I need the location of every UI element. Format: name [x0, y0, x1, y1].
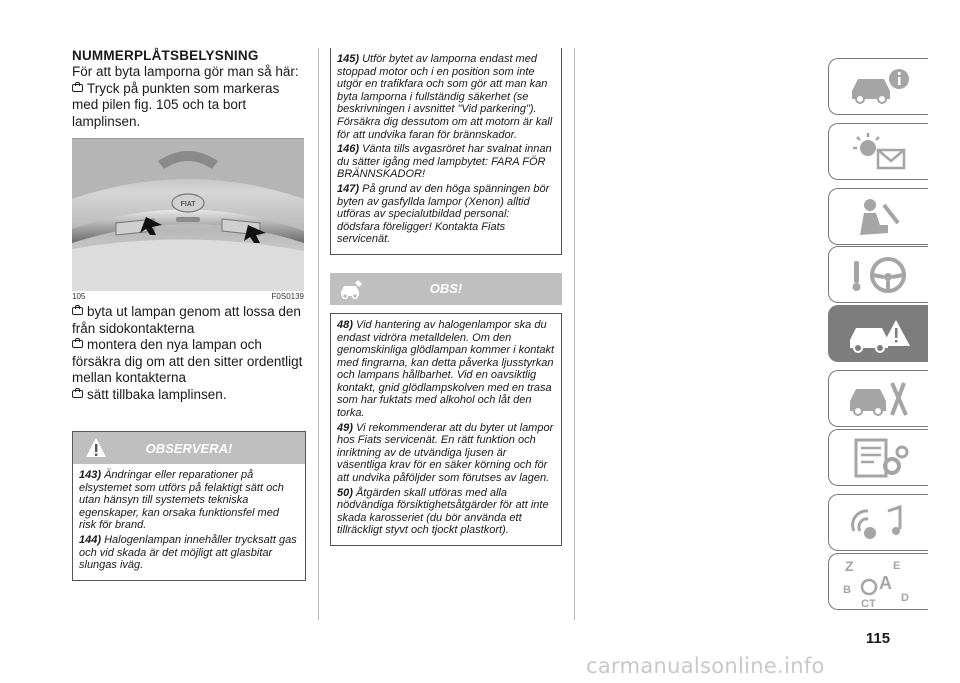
warning-note: 145) Utför bytet av lamporna endast med stoppad motor och i en position som inte utgör en trafikfara och som gör att man kan byta lamporna i fullständig säkerhet (se beskrivningen i avsnittet "Vid parkering"). Försäkra dig dessutom om att motorn är kall för att undvika faran för brännskador. [337, 53, 553, 141]
svg-text:Z: Z [844, 557, 854, 574]
step-1 [72, 81, 306, 131]
figure-code: F0S0139 [271, 292, 304, 301]
steering-wheel-icon [844, 253, 914, 297]
step-2 [72, 304, 306, 337]
warning-note: 147) På grund av den höga spänningen bör byten av gasfyllda lampor (Xenon) alltid utföras av specialutbildad personal: dödsfara föreligger! Kontakta Fiats servicenät. [337, 182, 550, 246]
intro-text: För att byta lamporna gör man så här: [72, 64, 299, 79]
column-divider [318, 48, 319, 620]
figure-105 [72, 138, 304, 301]
car-emergency-icon [844, 312, 914, 356]
notice-notes [331, 314, 561, 545]
tab-index[interactable] [828, 553, 928, 610]
seat-airbag-icon [844, 195, 914, 239]
svg-text:C: C [860, 597, 869, 609]
warning-title: OBSERVERA! [145, 440, 233, 456]
warning-box [72, 431, 306, 581]
warning-note: 144) Halogenlampan innehåller trycksatt gas och vid skada är det möjligt att glasbitar slungas iväg. [79, 533, 297, 572]
bullet-icon [72, 84, 83, 92]
svg-text:A: A [878, 572, 892, 593]
page-number: 115 [865, 630, 891, 647]
tab-dashboard-info[interactable] [828, 58, 928, 115]
notice-note: 48) Vid hantering av halogenlampor ska du endast vidröra metalldelen. Om den genomskinliga glödlampan kommer i kontakt med fingrarna, kan detta påverka ljusstyrkan och lampans hållbarhet. Vid en oavsiktlig kontakt, gnid glödlampskolven med en trasa som har fuktats med alkohol och låt den torka. [337, 318, 555, 420]
tab-safety[interactable] [828, 188, 928, 245]
tab-lights-messages[interactable] [828, 123, 928, 180]
svg-text:B: B [842, 583, 851, 596]
svg-text:D: D [900, 591, 909, 604]
left-column [72, 48, 306, 581]
warning-notes-continued [331, 48, 561, 254]
step-2-text: byta ut lampan genom att lossa den från sidokontakterna [72, 304, 301, 336]
warning-notes [73, 464, 305, 580]
figure-caption [72, 292, 304, 301]
figure-number: 105 [72, 292, 86, 301]
tab-technical-data[interactable] [828, 429, 928, 486]
warning-lights-icon [844, 130, 914, 174]
tab-multimedia[interactable] [828, 494, 928, 551]
warning-note: 146) Vänta tills avgasröret har svalnat innan du sätter igång med lampbytet: FARA FÖR BRÄNNSKADOR! [337, 143, 552, 181]
warning-box-continued [330, 48, 562, 255]
warning-triangle-icon [85, 437, 107, 459]
tab-starting-driving[interactable] [828, 246, 928, 303]
column-divider [574, 48, 575, 620]
tab-maintenance[interactable] [828, 370, 928, 427]
alphabet-index-icon [839, 555, 919, 609]
step-4-text: sätt tillbaka lamplinsen. [87, 386, 227, 402]
fiat-badge: FIAT [180, 201, 196, 208]
notice-box [330, 313, 562, 546]
step-4 [72, 387, 306, 404]
document-gear-icon [844, 436, 914, 480]
car-tools-icon [338, 278, 364, 300]
notice-header [330, 273, 562, 305]
warning-note: 143) Ändringar eller reparationer på elsystemet som utförs på felaktigt sätt och utan hänsyn till systemets tekniska egenskaper, kan orsaka funktionsfel med risk för brand. [79, 469, 284, 532]
right-column [330, 48, 562, 546]
car-info-icon [844, 65, 914, 109]
multimedia-icon [844, 501, 914, 545]
bullet-icon [72, 340, 83, 348]
step-3-text: montera den nya lampan och försäkra dig om att den sitter ordentligt mellan kontakterna [72, 337, 303, 385]
watermark: carmanualsonline.info [586, 654, 825, 678]
car-maintenance-icon [844, 377, 914, 421]
step-3 [72, 337, 306, 387]
svg-text:E: E [892, 559, 900, 572]
step-1-text: Tryck på punkten som markeras med pilen fig. 105 och ta bort lamplinsen. [72, 80, 280, 129]
svg-text:T: T [868, 597, 876, 609]
section-title: NUMMERPLÅTSBELYSNING [72, 48, 259, 63]
tailgate-illustration [72, 139, 304, 291]
notice-note: 50) Åtgärden skall utföras med alla nödvändiga försiktighetsåtgärder för att inte skada karosseriet (du bör använda ett tillräckligt styvt och tjockt plastkort). [337, 486, 549, 537]
notice-note: 49) Vi rekommenderar att du byter ut lampor hos Fiats servicenät. En rätt funktion och inriktning av de utvändiga ljusen är väsentliga krav för en säker körning och för att undvika påföljder som förutses av lagen. [337, 421, 554, 485]
notice-title: OBS! [429, 281, 463, 297]
warning-header [73, 432, 305, 464]
tab-emergency[interactable] [828, 305, 928, 362]
bullet-icon [72, 390, 83, 398]
bullet-icon [72, 307, 83, 315]
